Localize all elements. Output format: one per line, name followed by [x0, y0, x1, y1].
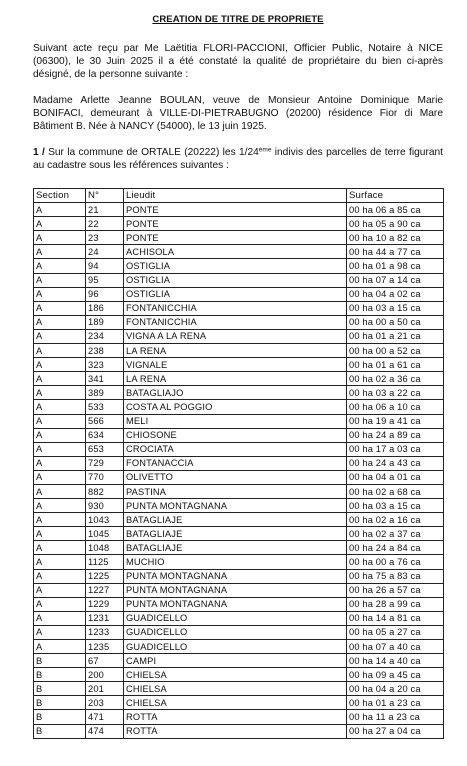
table-row	[34, 611, 444, 625]
table-body	[34, 203, 444, 739]
cell-number: 882	[86, 484, 124, 498]
cell-section: A	[34, 344, 86, 358]
cell-surface: 00 ha 00 a 76 ca	[347, 555, 444, 569]
table-row	[34, 329, 444, 343]
cell-lieudit: BATAGLIAJE	[124, 527, 347, 541]
cell-section: A	[34, 541, 86, 555]
cell-section: A	[34, 625, 86, 639]
table-row	[34, 583, 444, 597]
cell-surface: 00 ha 27 a 04 ca	[347, 724, 444, 738]
table-row	[34, 625, 444, 639]
cell-lieudit: CAMPI	[124, 654, 347, 668]
table-row	[34, 569, 444, 583]
table-row	[34, 499, 444, 513]
cell-number: 21	[86, 203, 124, 217]
cell-section: B	[34, 724, 86, 738]
cell-lieudit: CHIELSA	[124, 668, 347, 682]
cell-lieudit: PONTE	[124, 203, 347, 217]
table-row	[34, 456, 444, 470]
cell-surface: 00 ha 24 a 89 ca	[347, 428, 444, 442]
cell-number: 323	[86, 358, 124, 372]
cell-lieudit: PONTE	[124, 231, 347, 245]
paragraph-notary-act: Suivant acte reçu par Me Laëtitia FLORI-PACCIONI, Officier Public, Notaire à NICE (06300), le 30 Juin 2025 il a été constaté la qualité de propriétaire du bien ci-après désigné, de la personne suivante :	[33, 43, 443, 80]
table-row	[34, 273, 444, 287]
cell-lieudit: MELI	[124, 414, 347, 428]
cell-surface: 00 ha 02 a 68 ca	[347, 484, 444, 498]
table-row	[34, 372, 444, 386]
cell-lieudit: FONTANICCHIA	[124, 301, 347, 315]
cell-surface: 00 ha 75 a 83 ca	[347, 569, 444, 583]
cell-number: 1231	[86, 611, 124, 625]
cell-section: B	[34, 696, 86, 710]
cell-section: A	[34, 640, 86, 654]
table-header-row	[34, 189, 444, 203]
cell-section: A	[34, 273, 86, 287]
table-row	[34, 470, 444, 484]
cell-lieudit: PUNTA MONTAGNANA	[124, 583, 347, 597]
cell-surface: 00 ha 04 a 01 ca	[347, 470, 444, 484]
table-row	[34, 203, 444, 217]
cell-surface: 00 ha 01 a 98 ca	[347, 259, 444, 273]
cell-surface: 00 ha 03 a 22 ca	[347, 386, 444, 400]
cell-number: 1227	[86, 583, 124, 597]
table-row	[34, 484, 444, 498]
table-row	[34, 555, 444, 569]
cell-section: A	[34, 428, 86, 442]
cell-section: A	[34, 597, 86, 611]
cell-lieudit: GUADICELLO	[124, 611, 347, 625]
table-row	[34, 541, 444, 555]
cell-section: A	[34, 301, 86, 315]
cell-lieudit: BATAGLIAJE	[124, 513, 347, 527]
table-row	[34, 217, 444, 231]
cell-section: A	[34, 611, 86, 625]
table-row	[34, 231, 444, 245]
cell-lieudit: ACHISOLA	[124, 245, 347, 259]
cell-surface: 00 ha 04 a 02 ca	[347, 287, 444, 301]
cell-lieudit: COSTA AL POGGIO	[124, 400, 347, 414]
header-number: N°	[86, 189, 124, 203]
cell-number: 1048	[86, 541, 124, 555]
cell-number: 96	[86, 287, 124, 301]
table-row	[34, 696, 444, 710]
cell-lieudit: FONTANICCHIA	[124, 315, 347, 329]
cell-number: 1125	[86, 555, 124, 569]
table-row	[34, 597, 444, 611]
table-row	[34, 724, 444, 738]
cell-surface: 00 ha 07 a 40 ca	[347, 640, 444, 654]
cell-number: 566	[86, 414, 124, 428]
cell-lieudit: PUNTA MONTAGNANA	[124, 569, 347, 583]
cell-lieudit: OSTIGLIA	[124, 273, 347, 287]
intro-text-after: indivis des parcelles de terre figurant au cadastre sous les références suivantes :	[33, 147, 443, 171]
cell-section: A	[34, 484, 86, 498]
cell-lieudit: ROTTA	[124, 710, 347, 724]
paragraph-parcels-intro	[33, 146, 443, 172]
cell-number: 203	[86, 696, 124, 710]
cell-surface: 00 ha 01 a 21 ca	[347, 329, 444, 343]
cell-lieudit: PUNTA MONTAGNANA	[124, 499, 347, 513]
cell-surface: 00 ha 01 a 23 ca	[347, 696, 444, 710]
cell-surface: 00 ha 14 a 81 ca	[347, 611, 444, 625]
table-row	[34, 640, 444, 654]
cell-number: 1233	[86, 625, 124, 639]
cell-section: A	[34, 217, 86, 231]
cell-number: 67	[86, 654, 124, 668]
intro-text-before: Sur la commune de ORTALE (20222) les 1/24	[44, 147, 259, 158]
cell-surface: 00 ha 02 a 36 ca	[347, 372, 444, 386]
cell-surface: 00 ha 14 a 40 ca	[347, 654, 444, 668]
cell-section: A	[34, 456, 86, 470]
cell-surface: 00 ha 06 a 10 ca	[347, 400, 444, 414]
cell-surface: 00 ha 02 a 37 ca	[347, 527, 444, 541]
cell-surface: 00 ha 00 a 50 ca	[347, 315, 444, 329]
cell-surface: 00 ha 07 a 14 ca	[347, 273, 444, 287]
cell-section: A	[34, 470, 86, 484]
cell-surface: 00 ha 11 a 23 ca	[347, 710, 444, 724]
cell-number: 533	[86, 400, 124, 414]
cell-section: A	[34, 583, 86, 597]
header-lieudit: Lieudit	[124, 189, 347, 203]
cell-number: 24	[86, 245, 124, 259]
cell-section: A	[34, 499, 86, 513]
cell-surface: 00 ha 24 a 84 ca	[347, 541, 444, 555]
cell-section: A	[34, 231, 86, 245]
cell-number: 1235	[86, 640, 124, 654]
cell-surface: 00 ha 24 a 43 ca	[347, 456, 444, 470]
table-row	[34, 358, 444, 372]
table-row	[34, 668, 444, 682]
cell-section: A	[34, 414, 86, 428]
cell-number: 634	[86, 428, 124, 442]
cell-section: A	[34, 245, 86, 259]
cell-number: 200	[86, 668, 124, 682]
cell-number: 186	[86, 301, 124, 315]
cell-surface: 00 ha 09 a 45 ca	[347, 668, 444, 682]
cell-number: 234	[86, 329, 124, 343]
cell-surface: 00 ha 06 a 85 ca	[347, 203, 444, 217]
table-row	[34, 245, 444, 259]
cell-section: A	[34, 329, 86, 343]
cell-surface: 00 ha 26 a 57 ca	[347, 583, 444, 597]
table-row	[34, 710, 444, 724]
table-row	[34, 344, 444, 358]
table-row	[34, 315, 444, 329]
table-row	[34, 654, 444, 668]
cell-surface: 00 ha 44 a 77 ca	[347, 245, 444, 259]
cell-number: 23	[86, 231, 124, 245]
cell-lieudit: OSTIGLIA	[124, 287, 347, 301]
cell-section: A	[34, 400, 86, 414]
cell-section: A	[34, 315, 86, 329]
cell-number: 653	[86, 442, 124, 456]
cell-lieudit: LA RENA	[124, 344, 347, 358]
cell-lieudit: CROCIATA	[124, 442, 347, 456]
cell-number: 22	[86, 217, 124, 231]
cell-lieudit: ROTTA	[124, 724, 347, 738]
table-row	[34, 682, 444, 696]
cell-number: 341	[86, 372, 124, 386]
cell-section: A	[34, 287, 86, 301]
cell-lieudit: GUADICELLO	[124, 625, 347, 639]
table-row	[34, 428, 444, 442]
cell-surface: 00 ha 05 a 90 ca	[347, 217, 444, 231]
cell-section: A	[34, 358, 86, 372]
cell-lieudit: VIGNA A LA RENA	[124, 329, 347, 343]
cell-number: 94	[86, 259, 124, 273]
cell-surface: 00 ha 04 a 20 ca	[347, 682, 444, 696]
cell-lieudit: LA RENA	[124, 372, 347, 386]
cell-surface: 00 ha 19 a 41 ca	[347, 414, 444, 428]
parcels-table	[33, 188, 444, 739]
cell-lieudit: GUADICELLO	[124, 640, 347, 654]
paragraph-owner: Madame Arlette Jeanne BOULAN, veuve de Monsieur Antoine Dominique Marie BONIFACI, demeurant à VILLE-DI-PIETRABUGNO (20200) résidence Fior di Mare Bâtiment B. Née à NANCY (54000), le 13 juin 1925.	[33, 95, 443, 132]
intro-superscript: ème	[258, 146, 272, 154]
cell-section: B	[34, 682, 86, 696]
cell-section: B	[34, 710, 86, 724]
cell-lieudit: CHIELSA	[124, 696, 347, 710]
cell-surface: 00 ha 00 a 52 ca	[347, 344, 444, 358]
cell-section: A	[34, 527, 86, 541]
cell-surface: 00 ha 10 a 82 ca	[347, 231, 444, 245]
cell-number: 201	[86, 682, 124, 696]
cell-lieudit: PASTINA	[124, 484, 347, 498]
table-row	[34, 301, 444, 315]
cell-section: A	[34, 569, 86, 583]
cell-number: 474	[86, 724, 124, 738]
cell-lieudit: PUNTA MONTAGNANA	[124, 597, 347, 611]
cell-number: 1045	[86, 527, 124, 541]
table-row	[34, 414, 444, 428]
cell-number: 471	[86, 710, 124, 724]
cell-section: A	[34, 259, 86, 273]
cell-number: 930	[86, 499, 124, 513]
header-surface: Surface	[347, 189, 444, 203]
cell-surface: 00 ha 17 a 03 ca	[347, 442, 444, 456]
cell-lieudit: CHIELSA	[124, 682, 347, 696]
cell-lieudit: BATAGLIAJE	[124, 541, 347, 555]
cell-section: A	[34, 513, 86, 527]
cell-surface: 00 ha 03 a 15 ca	[347, 499, 444, 513]
header-section: Section	[34, 189, 86, 203]
cell-lieudit: PONTE	[124, 217, 347, 231]
cell-section: A	[34, 555, 86, 569]
cell-section: A	[34, 442, 86, 456]
document-title: CREATION DE TITRE DE PROPRIETE	[152, 14, 324, 25]
cell-number: 95	[86, 273, 124, 287]
cell-number: 238	[86, 344, 124, 358]
cell-lieudit: BATAGLIAJO	[124, 386, 347, 400]
table-row	[34, 442, 444, 456]
cell-number: 389	[86, 386, 124, 400]
cell-number: 770	[86, 470, 124, 484]
cell-surface: 00 ha 05 a 27 ca	[347, 625, 444, 639]
cell-section: A	[34, 386, 86, 400]
cell-number: 1229	[86, 597, 124, 611]
cell-number: 729	[86, 456, 124, 470]
table-row	[34, 287, 444, 301]
cell-surface: 00 ha 01 a 61 ca	[347, 358, 444, 372]
cell-surface: 00 ha 03 a 15 ca	[347, 301, 444, 315]
cell-surface: 00 ha 28 a 99 ca	[347, 597, 444, 611]
cell-lieudit: FONTANACCIA	[124, 456, 347, 470]
cell-section: B	[34, 668, 86, 682]
table-row	[34, 400, 444, 414]
table-row	[34, 513, 444, 527]
cell-number: 1225	[86, 569, 124, 583]
cell-lieudit: CHIOSONE	[124, 428, 347, 442]
cell-lieudit: OLIVETTO	[124, 470, 347, 484]
cell-lieudit: OSTIGLIA	[124, 259, 347, 273]
table-row	[34, 386, 444, 400]
cell-section: B	[34, 654, 86, 668]
table-row	[34, 259, 444, 273]
section-number: 1 /	[33, 147, 45, 158]
document-page	[33, 14, 443, 172]
cell-section: A	[34, 203, 86, 217]
cell-lieudit: VIGNALE	[124, 358, 347, 372]
cell-lieudit: MUCHIO	[124, 555, 347, 569]
cell-number: 1043	[86, 513, 124, 527]
cell-section: A	[34, 372, 86, 386]
cell-number: 189	[86, 315, 124, 329]
table-row	[34, 527, 444, 541]
cell-surface: 00 ha 02 a 16 ca	[347, 513, 444, 527]
